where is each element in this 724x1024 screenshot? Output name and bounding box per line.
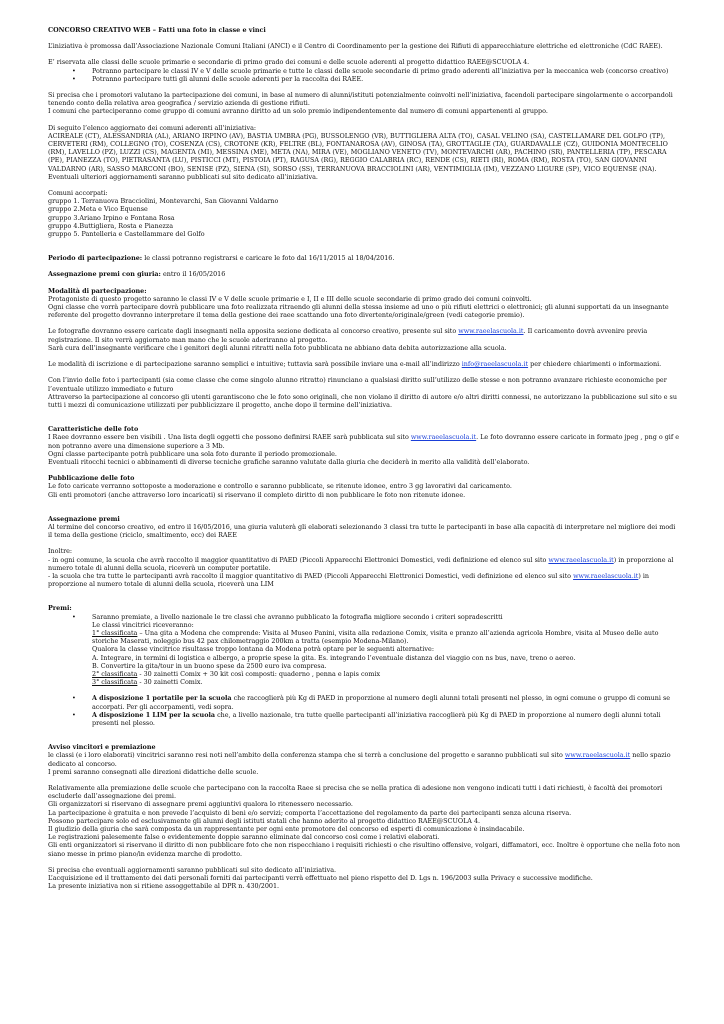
caratteristiche-p1 — [48, 433, 680, 449]
avviso-p2: I premi saranno consegnati alle direzioni didattiche delle scuole. — [48, 767, 259, 776]
list-item — [92, 711, 680, 727]
site-link[interactable]: www.raeelascuola.it — [573, 571, 639, 580]
participation-list — [48, 67, 680, 83]
modalita-p2: Ogni classe che vorrà partecipare dovrà pubblicare una foto realizzata ritraendo gli alunni della stessa insieme ad uno o più rifiuti elettrici o elettronici; gli alunni supportati da un insegnante referente del progetto dovranno interpretare il tema della gestione dei raee scattando una foto divertente/originale/green (vedi categorie premio). — [48, 303, 669, 320]
avviso-text: le classi (e i loro elaborati) vincitrici saranno resi noti nell’ambito della conferenza stampa che si terrà a conclusione del progetto e saranno pubblicati sul sito — [48, 751, 565, 760]
assegnazione-text: entro il 16/05/2016 — [160, 270, 226, 279]
closing-line: La presente iniziativa non si ritiene assoggettabile al DPR n. 430/2001. — [48, 882, 280, 891]
premi-intro: Saranno premiate, a livello nazionale le tre classi che avranno pubblicato la fotografia migliore secondo i criteri sopradescritti — [92, 612, 503, 621]
disposizione-2-text: che, a livello nazionale, tra tutte quelle partecipanti all’iniziativa raccoglierà più Kg di PAED in proporzione al numero degli alunni totali presenti nel plesso. — [92, 710, 661, 727]
foto-p1-text-b: . Il caricamento dovrà avvenire previa registrazione. Il sito verrà aggiornato man mano che le scuole aderiranno al progetto. — [48, 327, 648, 344]
final-line: Le registrazioni palesemente false o evidentemente doppie saranno eliminate dal concorso così come i relativi elaborati. — [48, 833, 440, 842]
avviso-text-b: nello spazio dedicato al concorso. — [48, 751, 671, 768]
iscrizione-text-b: per chiedere chiarimenti o informazioni. — [528, 360, 662, 369]
gruppo-item: gruppo 2.Meta e Vico Equense — [48, 205, 148, 214]
caratteristiche-p2: Ogni classe partecipante potrà pubblicare una sola foto durante il periodo promozionale. — [48, 449, 337, 458]
premi-list — [48, 613, 680, 687]
caratteristiche-text: I Raee dovranno essere ben visibili . Una lista degli oggetti che possono definirsi RAEE sarà pubblicata sul sito — [48, 433, 411, 442]
foto-p2: Sarà cura dell’insegnante verificare che i genitori degli alunni ritratti nella foto pubblicata ne abbiano data debita autorizzazione alla scuola. — [48, 343, 507, 352]
caratteristiche-p3: Eventuali ritocchi tecnici o abbinamenti di diverse tecniche grafiche saranno valutate dalla giuria che deciderà in merito alla validità dell’elaborato. — [48, 457, 530, 466]
primo-label: 1° classificata — [92, 628, 138, 637]
list-item — [92, 613, 680, 687]
avviso-heading: Avviso vincitori e premiazione — [48, 743, 156, 752]
list-item — [92, 694, 680, 710]
site-link[interactable]: www.raeelascuola.it — [564, 751, 631, 760]
closing-line: L’acquisizione ed il trattamento dei dati personali forniti dai partecipanti verrà effettuato nel pieno rispetto del D. Lgs n. 196/2003 sulla Privacy e successive modifiche. — [48, 874, 593, 883]
pubblicazione-heading: Pubblicazione delle foto — [48, 474, 135, 483]
premi-recipients: Le classi vincitrici riceveranno: — [92, 620, 194, 629]
secondo-text: - 30 zainetti Comix + 30 kit così composti: quaderno , penna e lapis comix — [137, 669, 381, 678]
primo-note: Qualora la classe vincitrice risultasse troppo lontana da Modena potrà optare per le seguenti alternative: — [92, 645, 434, 654]
document-title: CONCORSO CREATIVO WEB – Fatti una foto in classe e vinci — [48, 26, 266, 34]
assegnazione-label: Assegnazione premi con giuria: — [48, 270, 161, 279]
secondo-label: 2° classificata — [92, 669, 138, 678]
promoters-paragraph: Si precisa che i promotori valutano la partecipazione dei comuni, in base al numero di alunni/istituti potenzialmente coinvolti nell’iniziativa, facendoli partecipare singolarmente o accorpandoli tenendo conto della relativa area geografica / servizio azienda di gestione rifiuti. — [48, 91, 673, 108]
list-item: • Potranno partecipare le classi IV e V delle scuole primarie e tutte le classi delle scuole secondarie di primo grado aderenti all’iniziativa per la meccanica web (concorso creativo) — [92, 67, 680, 75]
inoltre-item-1 — [48, 556, 680, 572]
email-link[interactable]: info@raeelascuola.it — [461, 360, 529, 369]
inoltre-label: Inoltre: — [48, 547, 73, 556]
pubblicazione-p1: Le foto caricate verranno sottoposte a moderazione e controllo e saranno pubblicate, se ritenute idonee, entro 3 gg lavorativi dal caricamento. — [48, 482, 512, 491]
list-item: • Potranno partecipare tutti gli alunni delle scuole aderenti per la raccolta dei RAEE. — [92, 75, 680, 83]
iscrizione-paragraph — [48, 360, 680, 368]
inoltre-text-b: ) in proporzione al numero totale di alunni della scuola, riceverà un computer portatile. — [48, 555, 674, 572]
foto-p1 — [48, 327, 680, 343]
iscrizione-text: Le modalità di iscrizione e di partecipazione saranno semplici e intuitive; tuttavia sarà possibile inviare una e-mail all’indirizzo — [48, 360, 462, 369]
inoltre-text: - in ogni comune, la scuola che avrà raccolto il maggior quantitativo di PAED (Piccoli Apparecchi Elettronici Domestici, vedi definizione ed elenco sul sito — [48, 555, 549, 564]
site-link[interactable]: www.raeelascuola.it — [458, 327, 524, 336]
gruppo-item: gruppo 4.Buttigliera, Rosta e Pianezza — [48, 221, 174, 230]
assegnazione-paragraph — [48, 270, 680, 278]
disposizione-2-label: A disposizione 1 LIM per la scuola — [92, 710, 216, 719]
alternative-a: A. Integrare, in termini di logistica e albergo, a proprie spese la gita. Es. integrando l’eventuale distanza del viaggio con ns bus, nave, treno o aereo. — [92, 653, 576, 662]
gruppo-item: gruppo 5. Pantelleria e Castellammare del Golfo — [48, 230, 205, 239]
invio-p2: Attraverso la partecipazione al concorso gli utenti garantiscono che le foto sono originali, che non violano il diritto di autore e/o altri diritti connessi, ne autorizzano la pubblicazione sul sito e su tutti i mezzi di comunicazione utilizzati per pubblicizzare il progetto, anche dopo il termine dell’iniziativa. — [48, 392, 677, 409]
inoltre-text: - la scuola che tra tutte le partecipanti avrà raccolto il maggior quantitativo di PAED (Piccoli Apparecchi Elettronici Domestici, vedi definizione ed elenco sul sito — [48, 571, 574, 580]
periodo-paragraph — [48, 254, 680, 262]
caratteristiche-text-b: . Le foto dovranno essere caricate in formato jpeg , png o gif e non potranno avere una dimensione superiore a 3 Mb. — [48, 433, 680, 450]
comuni-list: ACIREALE (CT), ALESSANDRIA (AL), ARIANO IRPINO (AV), BASTIA UMBRA (PG), BUSSOLENGO (VR), BUTTIGLIERA ALTA (TO), CASAL VELINO (SA), CASTELLAMARE DEL GOLFO (TP), CERVETERI (RM), COLLEGNO (TO), COSENZA (CS), CROTONE (KR), FELTRE (BL), FONTANAROSA (AV), GINOSA (TA), GROTTAGLIE (TA), GUARDAVALLE (CZ), GUIDONIA MONTECELIO (RM), LAVELLO (PZ), LUZZI (CS), MAGENTA (MI), MESSINA (ME), META (NA), MIRA (VE), MOGLIANO VENETO (TV), MONTEVARCHI (AR), PACHINO (SR), PANTELLERIA (TP), PESCARA (PE), PIANEZZA (TO), PIETRASANTA (LU), PISTICCI (MT), PISTOIA (PT), RAGUSA (RG), REGGIO CALABRIA (RC), RENDE (CS), RIETI (RI), ROMA (RM), ROSTA (TO), SAN GIOVANNI VALDARNO (AR), SASSO MARCONI (BO), SENISE (PZ), SIENA (SI), SORSO (SS), TERRANUOVA BRACCIOLINI (AR), VENTIMIGLIA (IM), VEZZANO LIGURE (SP), VICO EQUENSE (NA). Eventuali ulteriori aggiornamenti saranno pubblicati sul sito dedicato all’iniziativa. — [48, 131, 668, 181]
invio-p1: Con l’invio delle foto i partecipanti (sia come classe che come singolo alunno ritratto) rinunciano a qualsiasi diritto sull’utilizzo delle stesse e non potranno avanzare richieste economiche per l’eventuale utilizzo immediato e futuro — [48, 376, 667, 393]
modalita-heading: Modalità di partecipazione: — [48, 286, 147, 295]
comuni-list-intro: Di seguito l’elenco aggiornato dei comuni aderenti all’iniziativa: — [48, 123, 257, 132]
avviso-p1 — [48, 751, 680, 767]
terzo-text: - 30 zainetti Comix. — [137, 678, 203, 687]
periodo-label: Periodo di partecipazione: — [48, 254, 143, 263]
final-line: Gli enti organizzatori si riservano il diritto di non pubblicare foto che non rispecchiano i requisiti richiesti o che risultino offensive, volgari, diffamatori, ecc. Inoltre è opportune che nella foto non siano messe in primo piano/in evidenza marche di prodotto. — [48, 841, 681, 858]
assegnazione-premi-paragraph: Al termine del concorso creativo, ed entro il 16/05/2016, una giuria valuterà gli elaborati selezionando 3 classi tra tutte le partecipanti in base alla capacità di interpretare nel migliore dei modi il tema della gestione (riciclo, smaltimento, ecc) dei RAEE — [48, 522, 676, 540]
final-line: La partecipazione è gratuita e non prevede l’acquisto di beni e/o servizi; comporta l’accettazione del regolamento da parte dei partecipanti senza alcuna riserva. — [48, 808, 572, 817]
alternative-b: B. Convertire la gita/tour in un buono spese da 2500 euro iva compresa. — [92, 661, 327, 670]
final-line: Il giudizio della giuria che sarà composta da un rappresentante per ogni ente promotore del concorso ed esperti di comunicazione è insindacabile. — [48, 825, 525, 834]
accorpati-title: Comuni accorpati: — [48, 189, 108, 198]
final-line: Possono partecipare solo ed esclusivamente gli alunni degli istituti statali che hanno aderito al progetto didattico RAEE@SCUOLA 4. — [48, 816, 481, 825]
reserved-paragraph: E’ riservata alle classi delle scuole primarie e secondarie di primo grado dei comuni e delle scuole aderenti al progetto didattico RAEE@SCUOLA 4. — [48, 58, 530, 67]
intro-paragraph: L’iniziativa è promossa dall’Associazione Nazionale Comuni Italiani (ANCI) e il Centro di Coordinamento per la gestione dei Rifiuti di apparecchiature elettriche ed elettroniche (CdC RAEE). — [48, 42, 663, 51]
premi-heading: Premi: — [48, 604, 72, 613]
assegnazione-premi-heading: Assegnazione premi — [48, 514, 120, 523]
document-body — [48, 26, 680, 890]
disposizione-list — [48, 694, 680, 727]
disposizione-1-label: A disposizione 1 portatile per la scuola — [92, 694, 232, 703]
terzo-label: 3° classificata — [92, 678, 138, 687]
inoltre-item-2 — [48, 572, 680, 588]
modalita-p1: Protagoniste di questo progetto saranno le classi IV e V delle scuole primarie e I, II e III delle scuole secondarie di primo grado dei comuni coinvolti. — [48, 294, 532, 303]
disposizione-1-text: che raccoglierà più Kg di PAED in proporzione al numero degli alunni totali presenti nel plesso, in ogni comune o gruppo di comuni se accorpati. Per gli accorpamenti, vedi sopra. — [92, 694, 671, 711]
caratteristiche-heading: Caratteristiche delle foto — [48, 425, 139, 434]
primo-text: – Una gita a Modena che comprende: Visita al Museo Panini, visita alla redazione Comix, visita e pranzo all’azienda agricola Hombre, visita al Museo delle auto storiche Maserati, noleggio bus 42 pax chilometraggio 200km a tratta (esempio Modena-Milano). — [92, 628, 659, 646]
closing-line: Si precisa che eventuali aggiornamenti saranno pubblicati sul sito dedicato all’iniziativa. — [48, 865, 337, 874]
foto-p1-text: Le fotografie dovranno essere caricate dagli insegnanti nella apposita sezione dedicata al concorso creativo, presente sul sito — [48, 327, 459, 336]
final-line: Gli organizzatori si riservano di assegnare premi aggiuntivi qualora lo ritenessero necessario. — [48, 800, 353, 809]
inoltre-text-b: ) in proporzione al numero totale di alunni della scuola, riceverà una LIM — [48, 571, 650, 589]
final-line: Relativamente alla premiazione delle scuole che partecipano con la raccolta Raee si precisa che se nella pratica di adesione non vengono indicati tutti i dati richiesti, è facoltà dei promotori escluderle dall’assegnazione dei premi. — [48, 784, 663, 801]
groups-paragraph: I comuni che parteciperanno come gruppo di comuni avranno diritto ad un solo premio indipendentemente dal numero di comuni appartenenti al gruppo. — [48, 107, 548, 116]
gruppo-item: gruppo 3.Ariano Irpino e Fontana Rosa — [48, 213, 175, 222]
periodo-text: le classi potranno registrarsi e caricare le foto dal 16/11/2015 al 18/04/2016. — [142, 254, 395, 263]
site-link[interactable]: www.raeelascuola.it — [548, 555, 614, 564]
gruppo-item: gruppo 1. Terranuova Bracciolini, Montevarchi, San Giovanni Valdarno — [48, 197, 279, 206]
site-link[interactable]: www.raeelascuola.it — [410, 433, 477, 442]
pubblicazione-p2: Gli enti promotori (anche attraverso loro incaricati) si riservano il completo diritto di non pubblicare le foto non ritenute idonee. — [48, 490, 466, 499]
